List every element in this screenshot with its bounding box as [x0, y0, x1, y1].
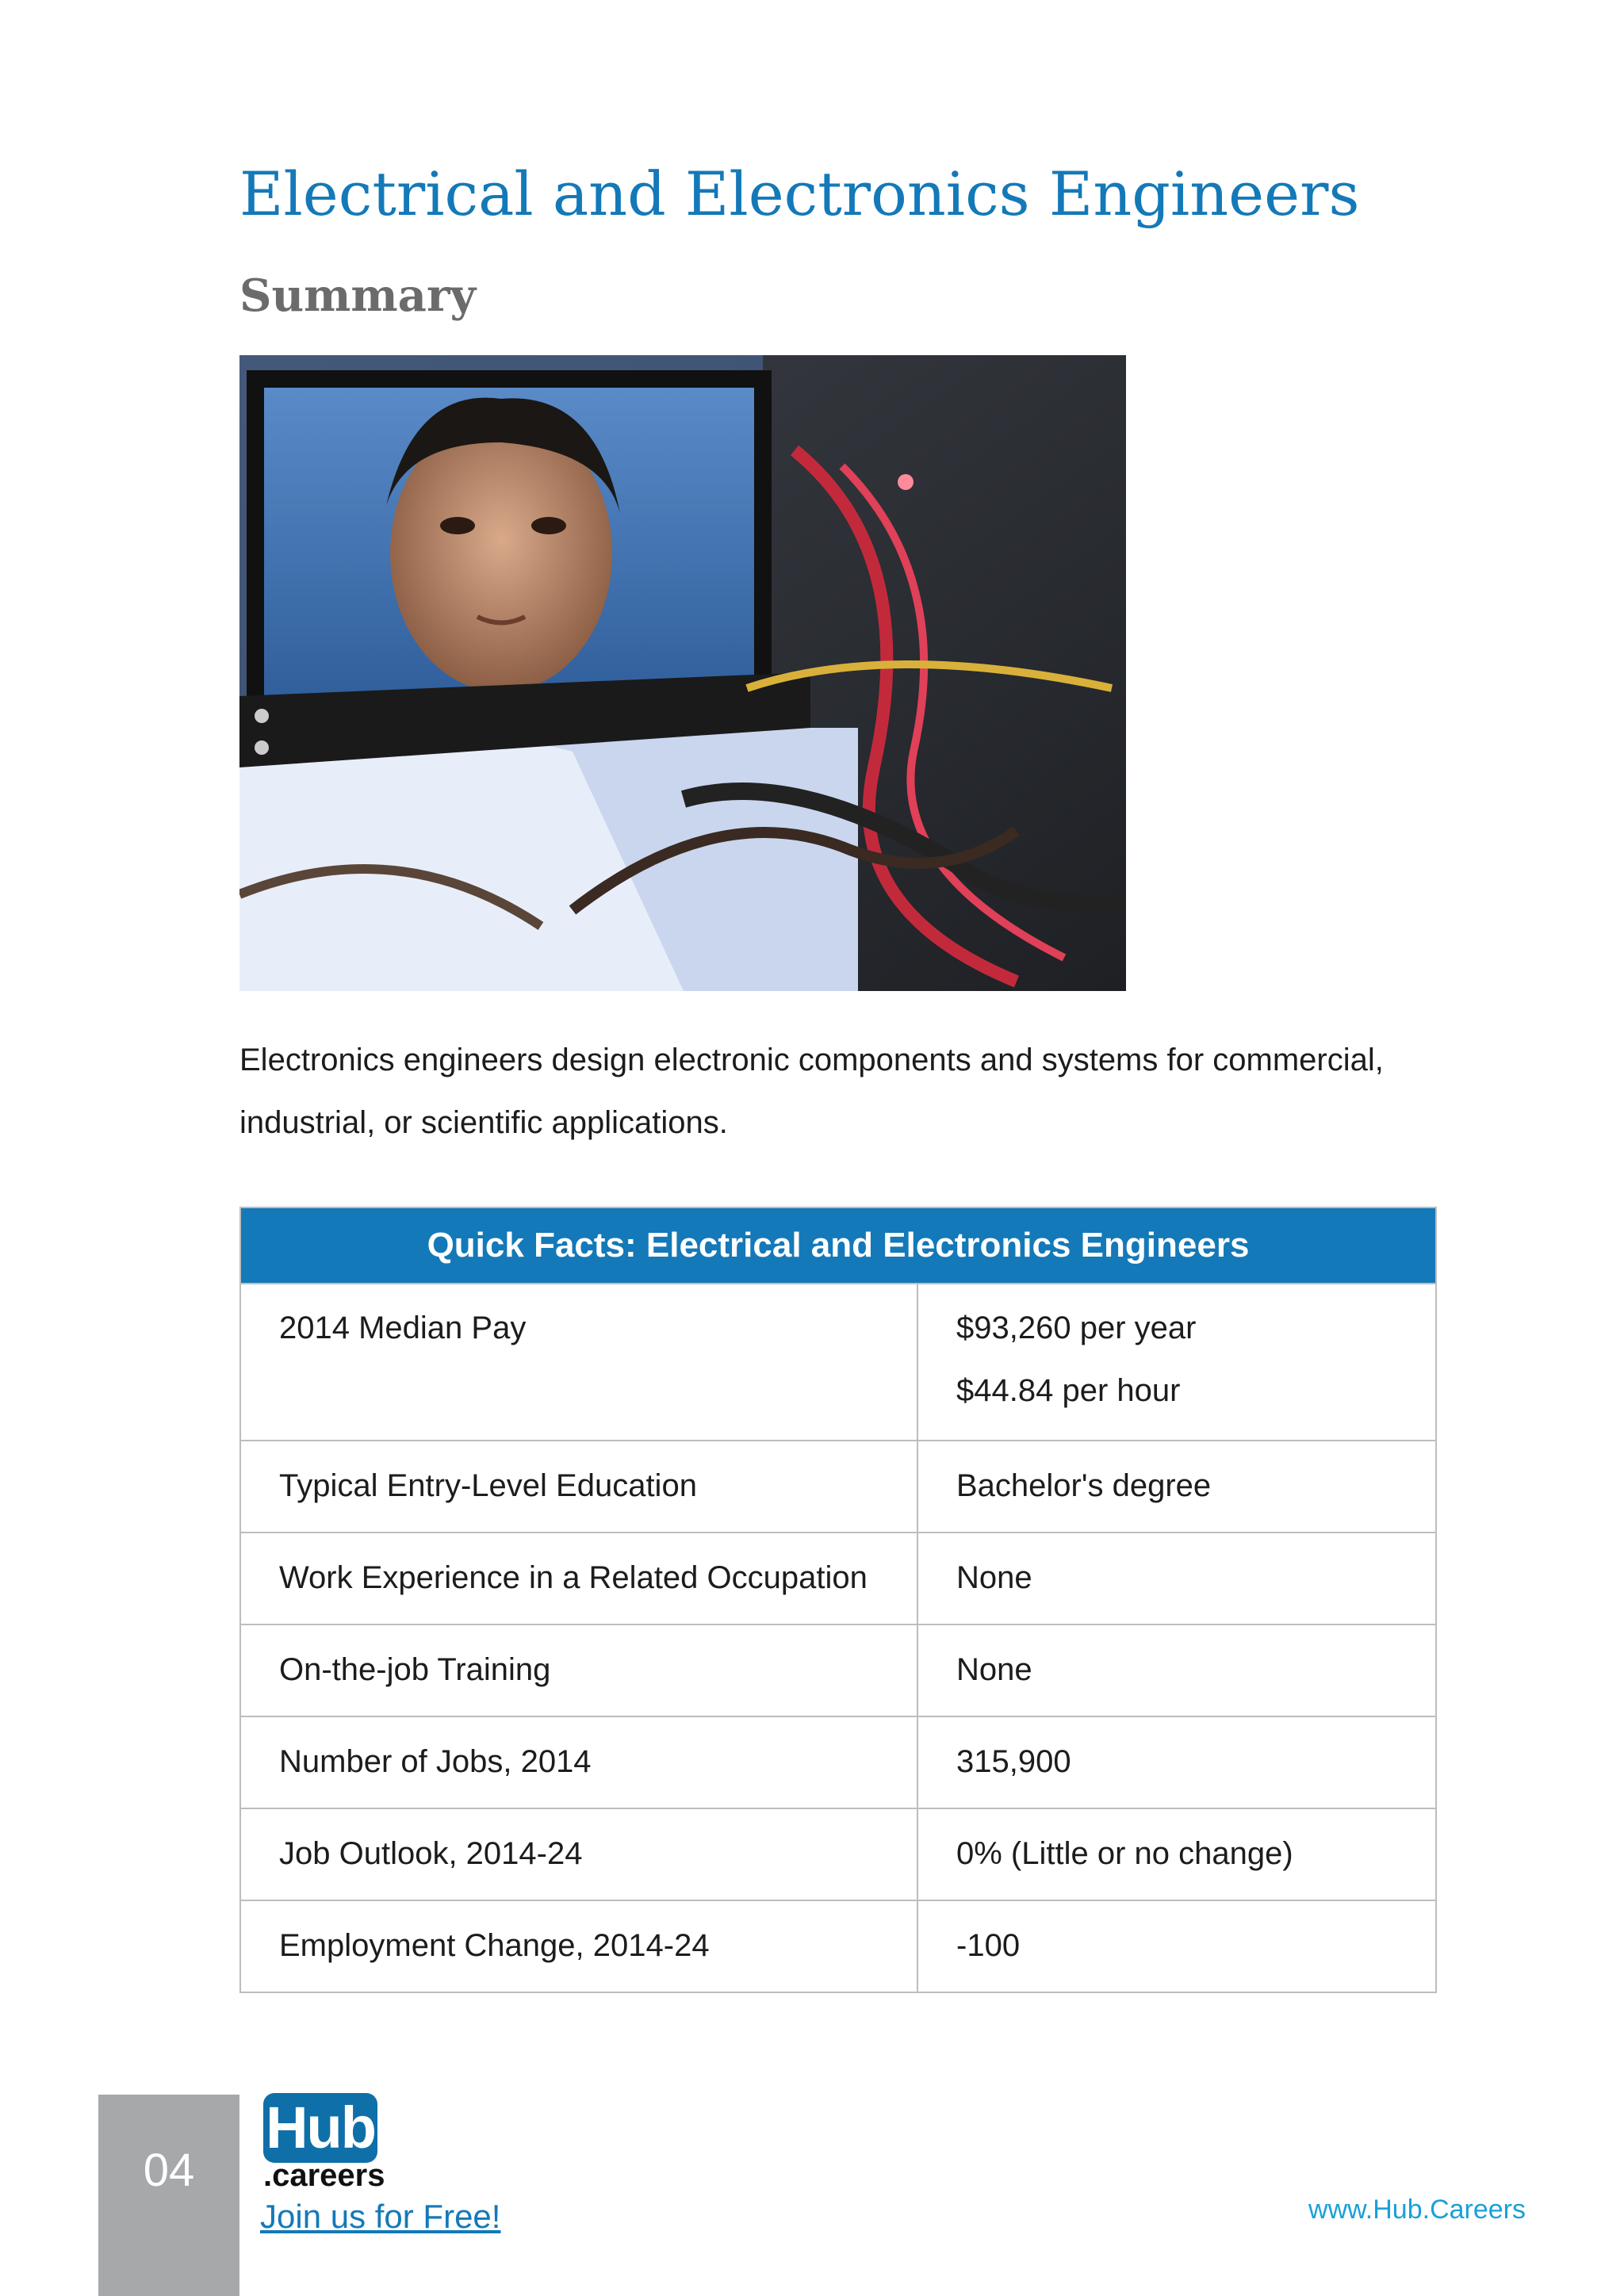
- intro-line-1: Electronics engineers design electronic components and systems for commercial,: [239, 1043, 1384, 1077]
- fact-value-line: $93,260 per year: [956, 1311, 1197, 1345]
- table-row: [241, 1440, 1435, 1532]
- fact-value: [918, 1284, 1435, 1440]
- table-row: [241, 1900, 1435, 1992]
- table-row: [241, 1532, 1435, 1624]
- fact-label: 2014 Median Pay: [241, 1284, 918, 1440]
- join-link[interactable]: Join us for Free!: [260, 2198, 501, 2235]
- table-row: [241, 1808, 1435, 1900]
- page-title: Electrical and Electronics Engineers: [239, 159, 1360, 229]
- fact-label: Typical Entry-Level Education: [241, 1441, 918, 1532]
- intro-line-2: industrial, or scientific applications.: [239, 1105, 728, 1140]
- fact-label: On-the-job Training: [241, 1625, 918, 1716]
- fact-value: None: [956, 1560, 1032, 1595]
- fact-value: None: [956, 1652, 1032, 1687]
- fact-value: 0% (Little or no change): [956, 1836, 1293, 1871]
- fact-label: Job Outlook, 2014-24: [241, 1809, 918, 1900]
- table-row: [241, 1283, 1435, 1440]
- fact-value: -100: [956, 1928, 1021, 1963]
- website-link[interactable]: www.Hub.Careers: [1308, 2195, 1526, 2225]
- fact-label: Work Experience in a Related Occupation: [241, 1533, 918, 1624]
- intro-paragraph: [239, 1029, 1461, 1154]
- table-row: [241, 1624, 1435, 1716]
- hub-logo[interactable]: Hub: [263, 2093, 377, 2163]
- fact-label: Employment Change, 2014-24: [241, 1901, 918, 1992]
- page-number: 04: [98, 2095, 239, 2296]
- quick-facts-table: [239, 1207, 1437, 1993]
- hub-logo-subtitle: .careers: [263, 2158, 385, 2193]
- section-heading-summary: Summary: [239, 270, 476, 322]
- fact-value: Bachelor's degree: [956, 1468, 1212, 1503]
- fact-value: 315,900: [956, 1744, 1071, 1779]
- fact-value-line: $44.84 per hour: [956, 1373, 1181, 1408]
- quick-facts-header: Quick Facts: Electrical and Electronics Engineers: [241, 1208, 1435, 1283]
- table-row: [241, 1716, 1435, 1808]
- engineer-photo: [239, 355, 1126, 991]
- fact-label: Number of Jobs, 2014: [241, 1717, 918, 1808]
